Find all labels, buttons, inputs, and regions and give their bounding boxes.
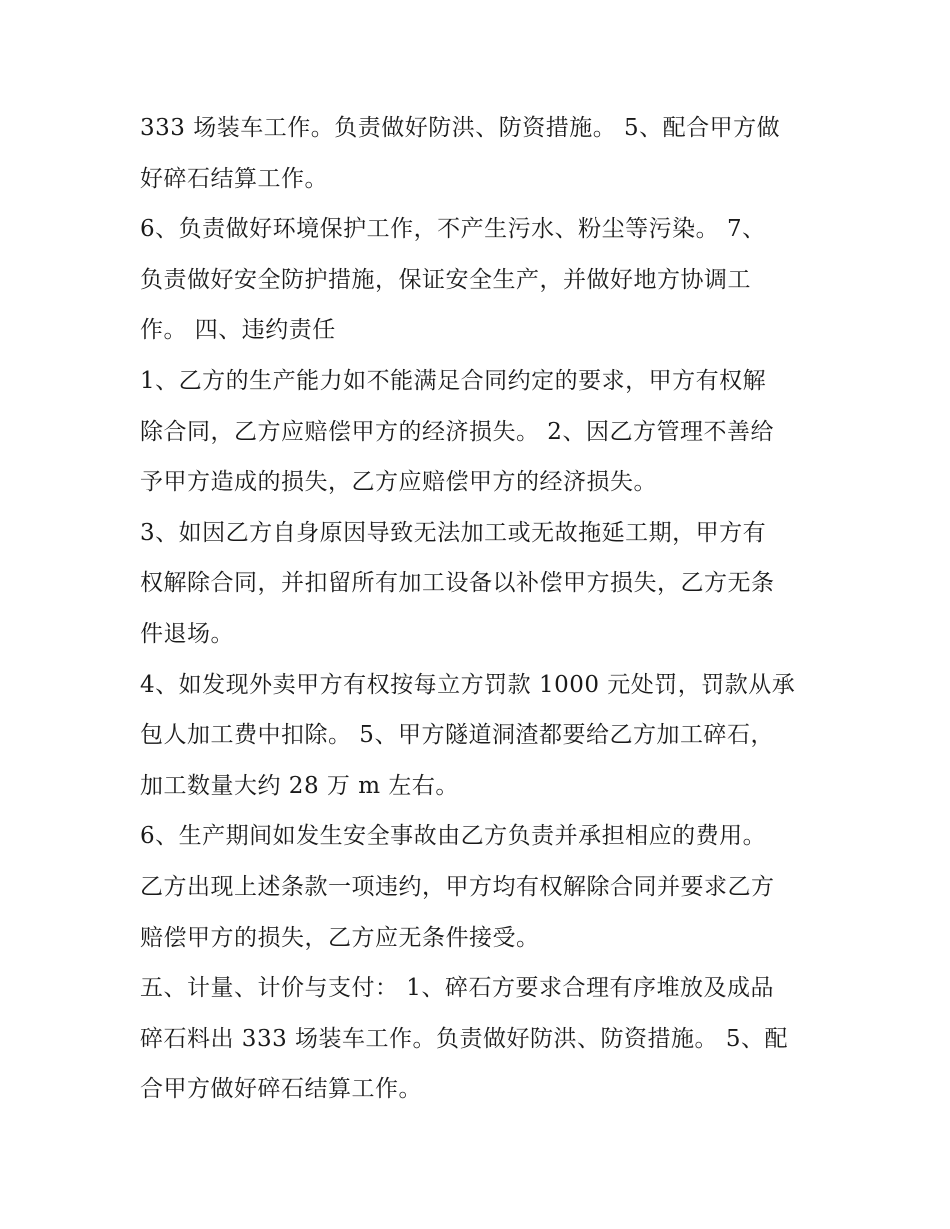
text-line: 包人加工费中扣除。 5、甲方隧道洞渣都要给乙方加工碎石， [140,722,774,749]
text-line: 合甲方做好碎石结算工作。 [140,1076,422,1103]
paragraph [140,204,820,356]
text-line: 件退场。 [140,620,234,647]
text-line: 6、负责做好环境保护工作，不产生污水、粉尘等污染。 7、 [140,216,766,243]
paragraph [140,356,820,508]
paragraph [140,811,820,963]
text-line: 负责做好安全防护措施，保证安全生产，并做好地方协调工 [140,266,751,293]
paragraph [140,103,820,204]
text-line: 五、计量、计价与支付： 1、碎石方要求合理有序堆放及成品 [140,975,774,1002]
text-line: 乙方出现上述条款一项违约，甲方均有权解除合同并要求乙方 [140,873,775,900]
text-line: 好碎石结算工作。 [140,165,328,192]
paragraph [140,508,820,660]
text-line: 6、生产期间如发生安全事故由乙方负责并承担相应的费用。 [140,823,767,850]
text-line: 碎石料出 333 场装车工作。负责做好防洪、防资措施。 5、配 [140,1025,788,1052]
text-line: 加工数量大约 28 万 m 左右。 [140,772,459,799]
text-line: 333 场装车工作。负责做好防洪、防资措施。 5、配合甲方做 [140,115,781,141]
text-line: 1、乙方的生产能力如不能满足合同约定的要求，甲方有权解 [140,367,767,394]
text-line: 4、如发现外卖甲方有权按每立方罚款 1000 元处罚，罚款从承 [140,671,796,698]
paragraph [140,963,820,1115]
text-line: 3、如因乙方自身原因导致无法加工或无故拖延工期，甲方有 [140,519,767,546]
document-body [140,103,820,1115]
text-line: 除合同，乙方应赔偿甲方的经济损失。 2、因乙方管理不善给 [140,418,774,445]
paragraph [140,660,820,812]
text-line: 权解除合同，并扣留所有加工设备以补偿甲方损失，乙方无条 [140,570,775,597]
text-line: 赔偿甲方的损失，乙方应无条件接受。 [140,924,540,951]
text-line: 作。 四、违约责任 [140,317,336,344]
text-line: 予甲方造成的损失，乙方应赔偿甲方的经济损失。 [140,469,657,496]
